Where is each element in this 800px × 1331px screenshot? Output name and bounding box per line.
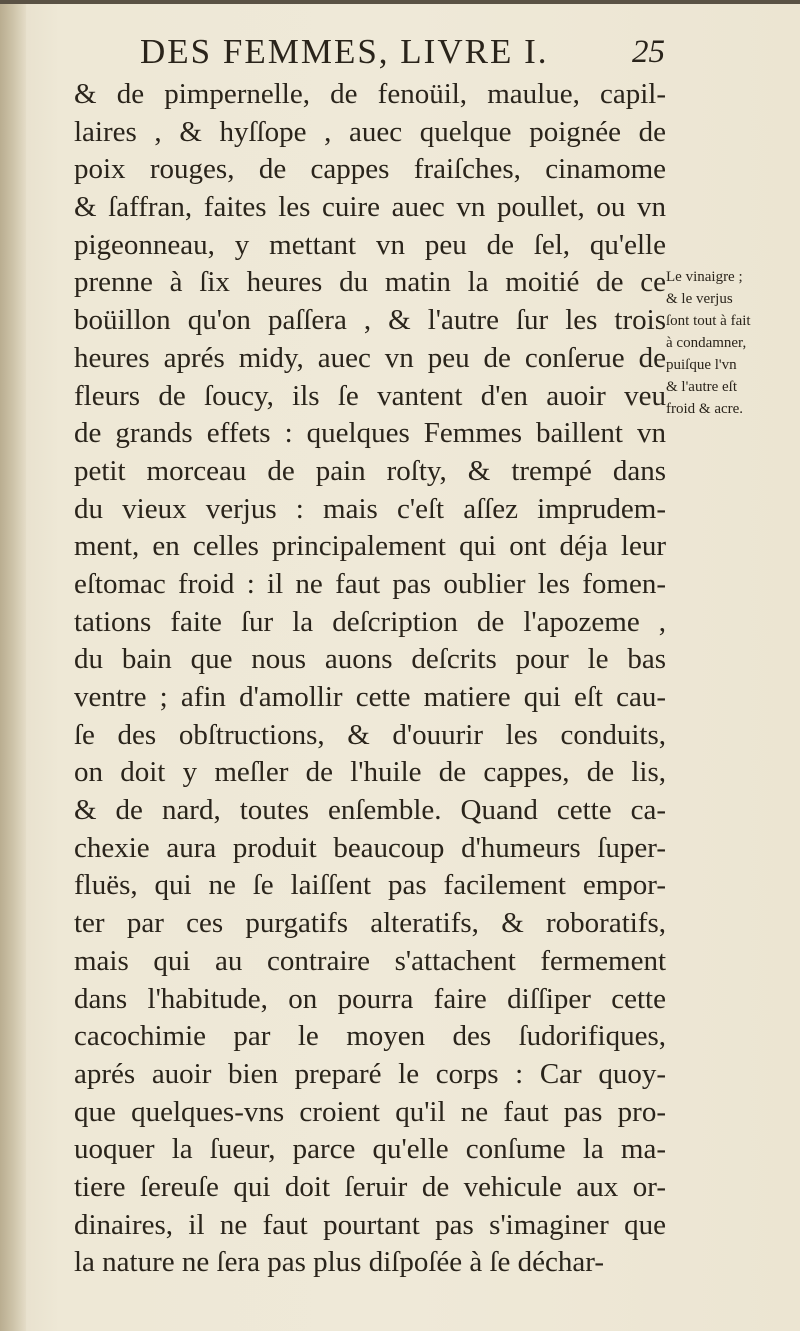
body-text xyxy=(74,76,666,1282)
text-line: poix rouges, de cappes fraiſches, cinamome xyxy=(74,153,666,186)
margin-note-line: & l'autre eſt xyxy=(666,379,738,395)
text-line: boüillon qu'on paſſera , & l'autre ſur les trois xyxy=(74,304,666,337)
running-head xyxy=(140,32,665,78)
text-line: mais qui au contraire s'attachent fermement xyxy=(74,944,666,977)
text-line: du vieux verjus : mais c'eſt aſſez imprudem- xyxy=(74,492,666,525)
text-line: dans l'habitude, on pourra faire diſſiper cette xyxy=(74,982,666,1015)
text-line: cacochimie par le moyen des ſudorifiques, xyxy=(74,1020,666,1053)
text-line: & de nard, toutes enſemble. Quand cette ca- xyxy=(74,794,666,827)
text-line: pigeonneau, y mettant vn peu de ſel, qu'elle xyxy=(74,228,666,261)
text-line: petit morceau de pain roſty, & trempé dans xyxy=(74,454,666,487)
margin-note-line: ſont tout à fait xyxy=(666,313,751,329)
text-line: laires , & hyſſope , auec quelque poignée de xyxy=(74,115,666,148)
binding-gutter xyxy=(0,0,26,1331)
text-line: la nature ne ſera pas plus diſpoſée à ſe déchar- xyxy=(74,1246,605,1279)
text-line: on doit y meſler de l'huile de cappes, de lis, xyxy=(74,756,666,789)
text-line: fleurs de ſoucy, ils ſe vantent d'en auoir veu xyxy=(74,379,666,412)
text-line: tations faite ſur la deſcription de l'apozeme , xyxy=(74,605,666,638)
text-line: heures aprés midy, auec vn peu de conſerue de xyxy=(74,341,666,374)
margin-note-line: froid & acre. xyxy=(666,401,744,417)
text-line: de grands effets : quelques Femmes baillent vn xyxy=(74,417,666,450)
text-line: ſe des obſtructions, & d'ouurir les conduits, xyxy=(74,718,666,751)
text-line: & de pimpernelle, de fenoüil, maulue, capil- xyxy=(74,78,666,110)
text-line: ventre ; afin d'amollir cette matiere qui eſt cau- xyxy=(74,681,666,713)
text-line: chexie aura produit beaucoup d'humeurs ſuper- xyxy=(74,831,666,864)
text-line: eſtomac froid : il ne faut pas oublier les fomen- xyxy=(74,567,666,600)
text-line: aprés auoir bien preparé le corps : Car quoy- xyxy=(74,1057,666,1090)
running-head-title: DES FEMMES, LIVRE I. xyxy=(140,32,549,71)
text-line: fluës, qui ne ſe laiſſent pas facilement empor- xyxy=(74,869,666,902)
marginal-note xyxy=(666,266,796,420)
text-line: tiere ſereuſe qui doit ſeruir de vehicule aux or- xyxy=(74,1170,666,1203)
text-line: ment, en celles principalement qui ont déja leur xyxy=(74,530,666,563)
text-line: dinaires, il ne faut pourtant pas s'imaginer que xyxy=(74,1208,666,1241)
text-line: uoquer la ſueur, parce qu'elle conſume la ma- xyxy=(74,1133,666,1166)
text-line: prenne à ſix heures du matin la moitié de ce xyxy=(74,266,666,299)
text-line: du bain que nous auons deſcrits pour le bas xyxy=(74,643,666,676)
margin-note-line: à condamner, xyxy=(666,335,747,351)
page-top-edge xyxy=(0,0,800,4)
margin-note-line: puiſque l'vn xyxy=(666,357,737,373)
margin-note-line: & le verjus xyxy=(666,291,733,307)
text-line: ter par ces purgatifs alteratifs, & roboratifs, xyxy=(74,907,666,940)
text-line: & ſaffran, faites les cuire auec vn poullet, ou vn xyxy=(74,191,666,224)
page-number: 25 xyxy=(632,34,665,70)
text-line: que quelques-vns croient qu'il ne faut pas pro- xyxy=(74,1095,666,1128)
margin-note-line: Le vinaigre ; xyxy=(666,269,743,285)
